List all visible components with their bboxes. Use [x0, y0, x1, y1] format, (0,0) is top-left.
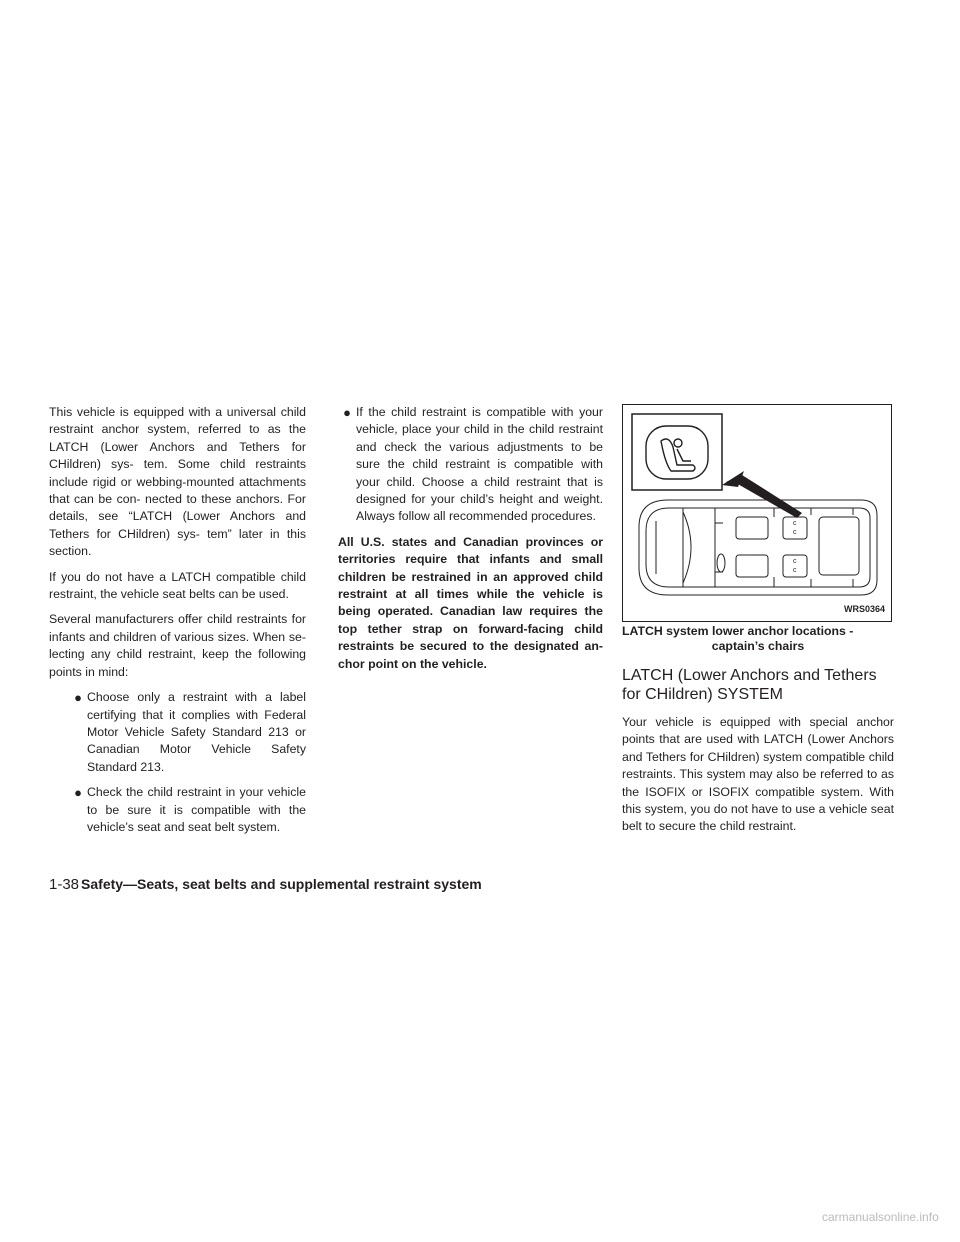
svg-text:c: c: [793, 529, 797, 536]
bullet-item: [49, 689, 306, 776]
caption-line: LATCH system lower anchor locations -: [622, 624, 854, 638]
seat-belt-paragraph: If you do not have a LATCH compatible child restraint, the vehicle seat belts can be used.: [49, 569, 306, 602]
bullet-text: Check the child restraint in your vehicle to be sure it is compatible with the vehicle’s seat and seat belt system.: [87, 785, 306, 834]
vehicle-top-view-illustration: [623, 405, 891, 621]
section-heading: LATCH (Lower Anchors and Tethers for CHildren) SYSTEM: [622, 667, 877, 703]
warning-paragraph: All U.S. states and Canadian provinces or territories require that infants and small children be restrained in an approved child restraint at all times while the vehicle is being operated. Canadian law requires the top tether strap on forward-facing child restraints be secured to the designated an- chor point on the vehicle.: [338, 534, 603, 671]
figure-caption: [622, 624, 894, 654]
caption-line: captain’s chairs: [711, 639, 805, 653]
page-number: 1-38: [49, 876, 80, 893]
bullet-icon: ●: [343, 405, 351, 420]
bullet-icon: ●: [74, 785, 82, 801]
watermark: carmanualsonline.info: [822, 1210, 939, 1224]
bullet-text: Choose only a restraint with a label certifying that it complies with Federal Motor Vehicle Safety Standard 213 or Canadian Motor Vehicle Safety Standard 213.: [87, 690, 306, 774]
section-title: Safety—Seats, seat belts and supplemental restraint system: [81, 876, 482, 892]
middle-column: [338, 404, 603, 681]
left-column: [49, 404, 306, 844]
latch-diagram: [622, 404, 892, 622]
intro-paragraph: This vehicle is equipped with a universal child restraint anchor system, referred to as the LATCH (Lower Anchors and Tethers for CHildren) sys- tem. Some child restraints include rigid or webbing-mounted attachments that can be con- nected to these anchors. For details, see “LATCH (Lower Anchors and Tethers for CHildren) sys- tem” later in this section.: [49, 405, 306, 559]
svg-text:c: c: [793, 558, 797, 565]
manufacturers-paragraph: Several manufacturers offer child restraints for infants and children of various sizes. When se- lecting any child restraint, keep the following points in mind:: [49, 612, 306, 679]
svg-text:c: c: [793, 520, 797, 527]
figure-code: WRS0364: [843, 603, 885, 614]
vehicle-outline: [639, 500, 877, 595]
svg-text:c: c: [793, 567, 797, 574]
bullet-text: If the child restraint is compatible with your vehicle, place your child in the child restraint and check the various adjustments to be sure the child restraint is compatible with your child. Choose a child restraint that is designed for your child’s height and weight. Always follow all recommended procedures.: [356, 405, 603, 524]
right-column: [622, 404, 894, 844]
latch-paragraph: Your vehicle is equipped with special anchor points that are used with LATCH (Lower Anchors and Tethers for CHildren) system compatible child restraints. This system may also be referred to as the ISOFIX or ISOFIX compatible system. With this system, you do not have to use a vehicle seat belt to secure the child restraint.: [622, 715, 894, 834]
bullet-item: [49, 784, 306, 836]
bullet-icon: ●: [74, 690, 82, 706]
page-footer: [49, 876, 482, 893]
bullet-item: [338, 404, 603, 526]
